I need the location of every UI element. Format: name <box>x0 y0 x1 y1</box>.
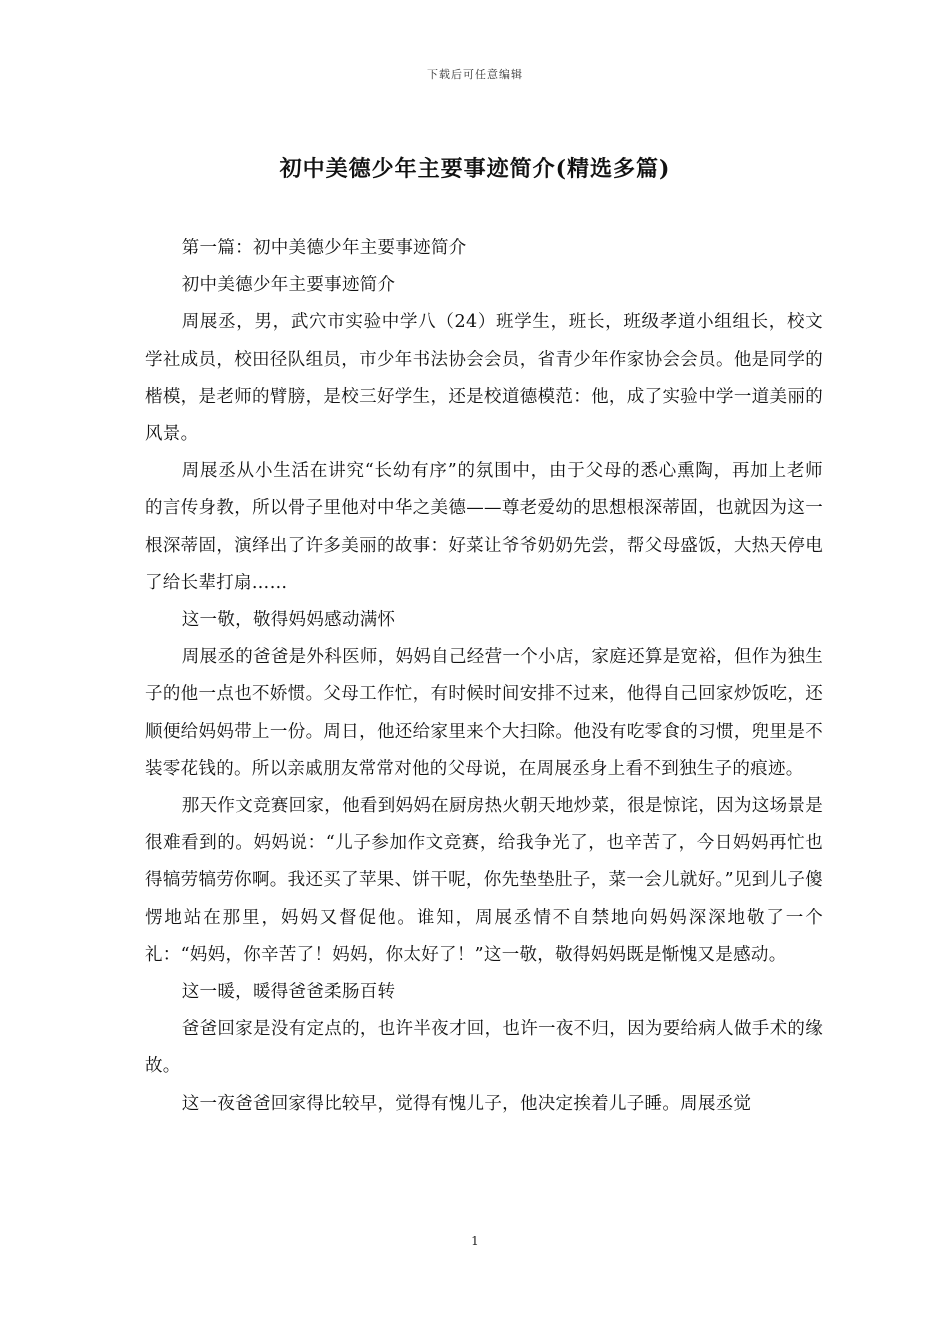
body-paragraph: 周展丞的爸爸是外科医师，妈妈自己经营一个小店，家庭还算是宽裕，但作为独生子的他一点也不娇惯。父母工作忙，有时候时间安排不过来，他得自己回家炒饭吃，还顺便给妈妈带上一份。周日，他还给家里来个大扫除。他没有吃零食的习惯，兜里是不装零花钱的。所以亲戚朋友常常对他的父母说，在周展丞身上看不到独生子的痕迹。 <box>145 647 823 779</box>
body-paragraph: 周展丞，男，武穴市实验中学八（24）班学生，班长，班级孝道小组组长，校文学社成员，校田径队组员，市少年书法协会会员，省青少年作家协会会员。他是同学的楷模，是老师的臂膀，是校三好学生，还是校道德模范：他，成了实验中学一道美丽的风景。 <box>145 312 823 445</box>
document-body <box>145 230 823 1123</box>
document-title: 初中美德少年主要事迹简介(精选多篇) <box>279 156 671 182</box>
body-paragraph: 爸爸回家是没有定点的，也许半夜才回，也许一夜不归，因为要给病人做手术的缘故。 <box>145 1019 823 1077</box>
body-paragraph: 周展丞从小生活在讲究“长幼有序”的氛围中，由于父母的悉心熏陶，再加上老师的言传身教，所以骨子里他对中华之美德——尊老爱幼的思想根深蒂固，也就因为这一根深蒂固，演绎出了许多美丽的故事：好菜让爷爷奶奶先尝，帮父母盛饭，大热天停电了给长辈打扇…… <box>145 461 823 593</box>
body-paragraph: 这一夜爸爸回家得比较早，觉得有愧儿子，他决定挨着儿子睡。周展丞觉 <box>181 1093 752 1114</box>
section-heading: 第一篇：初中美德少年主要事迹简介 <box>181 238 467 258</box>
subsection-heading: 初中美德少年主要事迹简介 <box>181 275 396 296</box>
story-heading: 这一暖，暖得爸爸柔肠百转 <box>181 982 396 1003</box>
body-paragraph: 那天作文竞赛回家，他看到妈妈在厨房热火朝天地炒菜，很是惊诧，因为这场景是很难看到的。妈妈说：“儿子参加作文竞赛，给我争光了，也辛苦了，今日妈妈再忙也得犒劳犒劳你啊。我还买了苹果、饼干呢，你先垫垫肚子，菜一会儿就好。”见到儿子傻愣地站在那里，妈妈又督促他。谁知，周展丞情不自禁地向妈妈深深地敬了一个礼：“妈妈，你辛苦了！妈妈，你太好了！”这一敬，敬得妈妈既是惭愧又是感动。 <box>145 796 823 965</box>
page-number: 1 <box>471 1234 479 1248</box>
story-heading: 这一敬，敬得妈妈感动满怀 <box>181 610 396 631</box>
page-header-note: 下载后可任意编辑 <box>427 68 523 81</box>
